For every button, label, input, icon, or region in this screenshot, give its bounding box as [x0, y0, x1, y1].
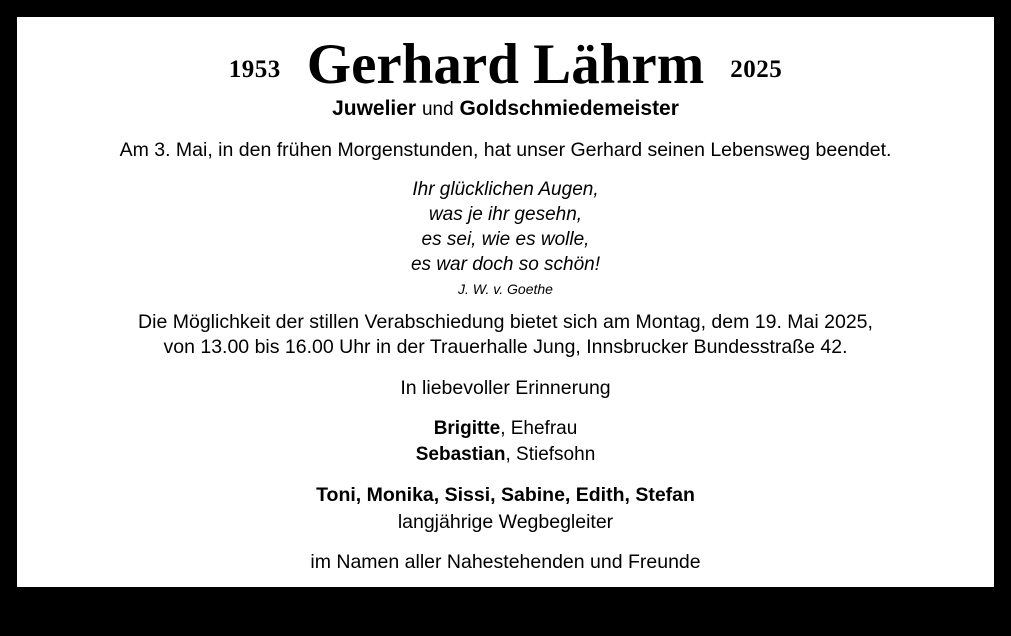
memory-line: In liebevoller Erinnerung	[400, 376, 611, 399]
donation-note	[68, 593, 943, 636]
name-row	[45, 35, 966, 95]
poem-line-2: was je ihr gesehn,	[428, 204, 583, 226]
poem-author: J. W. v. Goethe	[458, 280, 553, 297]
family-member-1	[416, 416, 596, 442]
family-member-1-relation: , Ehefrau	[500, 417, 578, 439]
companions-block	[316, 482, 695, 535]
companions-names: Toni, Monika, Sissi, Sabine, Edith, Stefan	[316, 484, 695, 507]
farewell-details-line-1: Die Möglichkeit der stillen Verabschiedung bietet sich am Montag, dem 19. Mai 2025,	[138, 310, 873, 333]
family-member-2-relation: , Stiefsohn	[505, 443, 596, 465]
family-member-2-name: Sebastian	[415, 443, 506, 465]
profession-first: Juwelier	[332, 96, 417, 120]
family-member-1-name: Brigitte	[433, 417, 501, 439]
family-block	[416, 416, 596, 467]
poem-line-3: es sei, wie es wolle,	[421, 229, 590, 251]
profession-second: Goldschmiedemeister	[459, 96, 679, 120]
year-of-birth: 1953	[228, 56, 281, 83]
year-of-death: 2025	[730, 56, 783, 83]
farewell-details	[138, 310, 873, 361]
poem-block	[411, 177, 600, 277]
deceased-name: Gerhard Lährm	[306, 33, 705, 96]
donation-line-2: „Verein für Lebensbegleitung / Tageshospiz“, IBAN: AT36 2040 4019 0019 5362, mit dem Verwendungszweck „Gerhard Lährm“.	[68, 616, 943, 634]
farewell-details-line-2: von 13.00 bis 16.00 Uhr in der Trauerhalle Jung, Innsbrucker Bundesstraße 42.	[163, 336, 848, 359]
companions-label: langjährige Wegbegleiter	[397, 510, 614, 533]
donation-line-1: Anstelle von Blumen und Kränzen bitten wir um eine Spende zugunsten der Hospiz-Bewegung Salzburg	[147, 594, 864, 612]
family-member-2	[416, 442, 596, 468]
profession-line	[332, 97, 679, 121]
obituary-card	[14, 14, 997, 634]
poem-line-4: es war doch so schön!	[410, 254, 601, 276]
announcement-text: Am 3. Mai, in den frühen Morgenstunden, hat unser Gerhard seinen Lebensweg beendet.	[119, 138, 892, 161]
profession-conjunction: und	[421, 98, 454, 120]
closing-line: im Namen aller Nahestehenden und Freunde	[310, 550, 701, 573]
poem-line-1: Ihr glücklichen Augen,	[412, 179, 599, 201]
